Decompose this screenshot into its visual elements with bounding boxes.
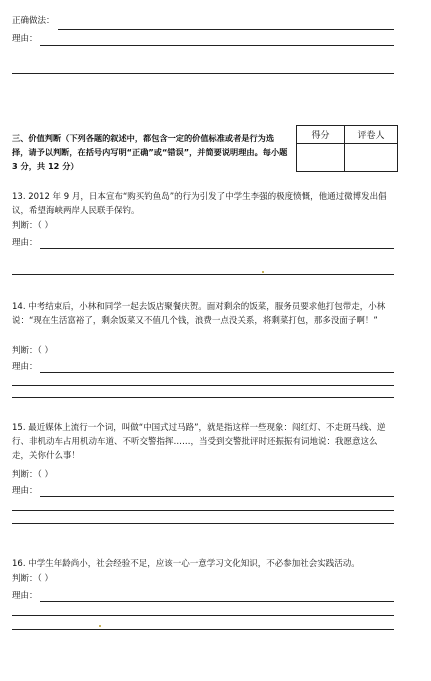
answer-line[interactable] [58,29,394,30]
question-15-text: 15. 最近媒体上流行一个词，叫做“中国式过马路”，就是指这样一些现象：闯红灯、不走斑马线、逆行、非机动车占用机动车道、不听交警指挥……，当受到交警批评时还振振有词地说：我愿意这么走，关你什么事！ [12,423,386,461]
reason-label: 理由： [12,238,38,248]
correct-method-label: 正确做法： [12,16,55,26]
score-table [296,125,398,172]
score-header: 得分 [297,126,345,144]
answer-line[interactable] [40,45,394,46]
judge-label: 判断：（ ） [12,470,53,480]
answer-line[interactable] [12,523,394,524]
grader-cell[interactable] [345,144,398,172]
reason-label: 理由： [12,591,38,601]
reason-label: 理由： [12,486,38,496]
question-16-text: 16. 中学生年龄尚小，社会经验不足，应该一心一意学习文化知识，不必参加社会实践活动。 [12,559,360,569]
answer-line[interactable] [12,629,394,630]
question-13-text: 13. 2012 年 9 月，日本宣布“购买钓鱼岛”的行为引发了中学生李强的极度愤慨，他通过微博发出倡议，希望海峡两岸人民联手保钓。 [12,192,387,216]
answer-line[interactable] [40,601,394,602]
answer-line[interactable] [40,372,394,373]
scan-speck [262,271,264,273]
answer-line[interactable] [12,385,394,386]
scan-speck [99,625,101,627]
judge-label: 判断：（ ） [12,221,53,231]
answer-line[interactable] [40,248,394,249]
judge-label: 判断：（ ） [12,574,53,584]
reason-label: 理由： [12,34,38,44]
score-cell[interactable] [297,144,345,172]
reason-label: 理由： [12,362,38,372]
section-heading: 三、价值判断（下列各题的叙述中，都包含一定的价值标准或者是行为选择，请予以判断，在括号内写明“正确”或“错误”，并简要说明理由。每小题 3 分，共 12 分） [12,133,288,171]
grader-header: 评卷人 [345,126,398,144]
question-14-text: 14. 中考结束后，小林和同学一起去饭店聚餐庆贺。面对剩余的饭菜，服务员要求他打包带走，小林说：“现在生活富裕了，剩余饭菜又不值几个钱，浪费一点没关系，将剩菜打包，那多没面子啊！” [12,302,386,326]
answer-line[interactable] [12,615,394,616]
answer-line[interactable] [12,274,394,275]
answer-line[interactable] [12,73,394,74]
judge-label: 判断：（ ） [12,346,53,356]
answer-line[interactable] [12,397,394,398]
answer-line[interactable] [40,496,394,497]
answer-line[interactable] [12,510,394,511]
